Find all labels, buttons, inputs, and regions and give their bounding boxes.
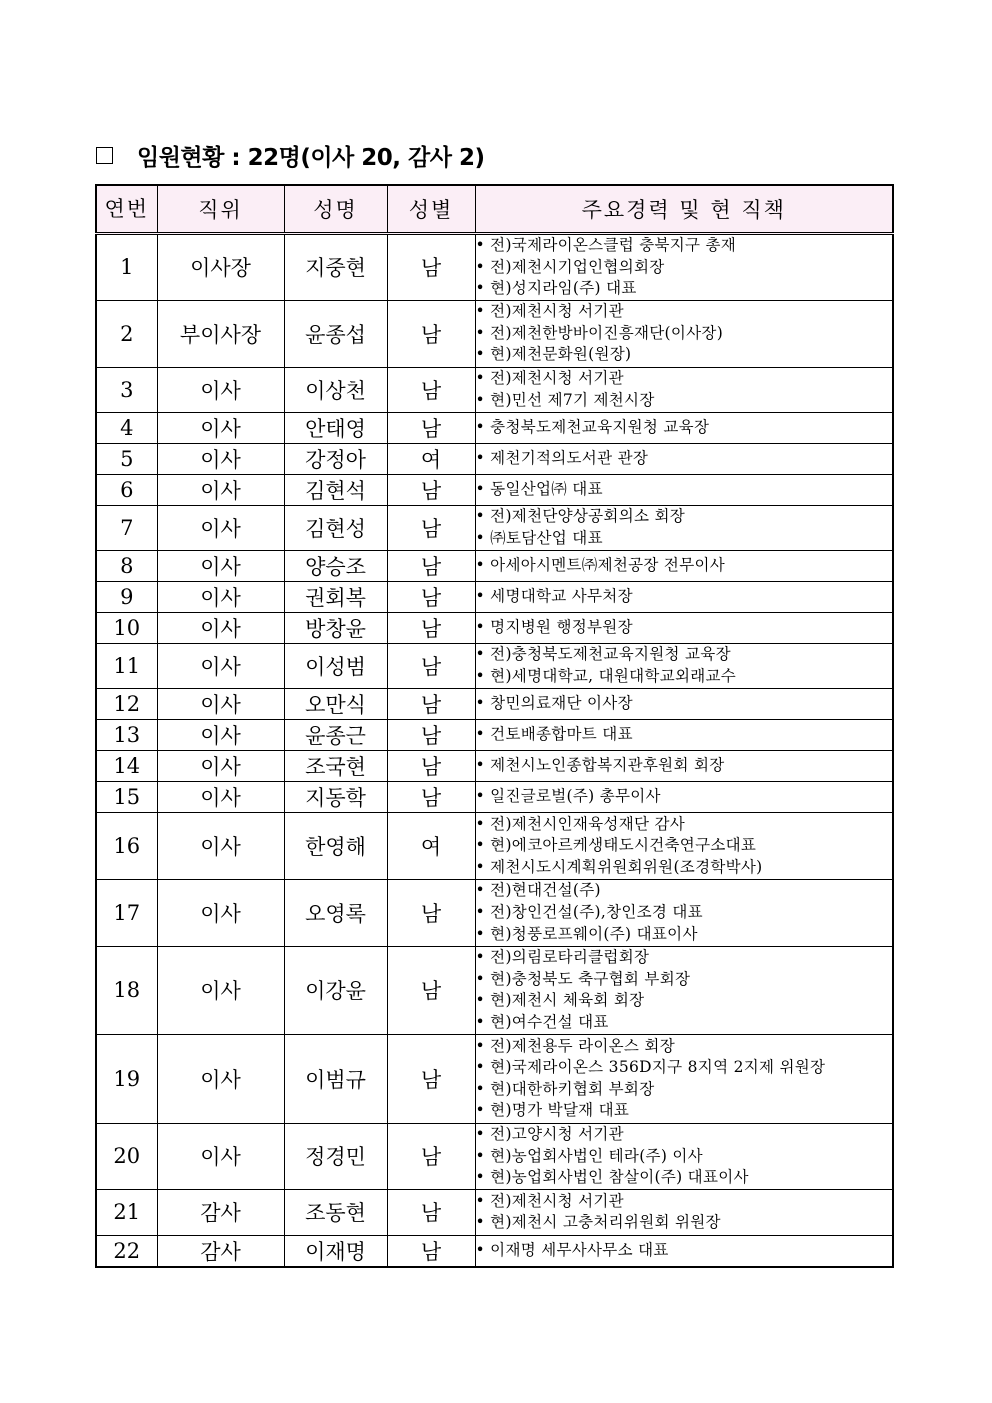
career-item: • 전)충청북도제천교육지원청 교육장: [476, 644, 893, 666]
row-gender: 남: [387, 1035, 475, 1123]
row-position: 이사: [157, 751, 284, 782]
career-item: • 전)창인건설(주),창인조경 대표: [476, 902, 893, 924]
table-row: [96, 751, 893, 782]
row-no: 6: [96, 474, 157, 505]
row-career: [475, 1035, 893, 1123]
row-no: 1: [96, 234, 157, 301]
row-career: [475, 300, 893, 367]
row-career: [475, 1190, 893, 1235]
row-no: 11: [96, 643, 157, 688]
row-name: 이강윤: [284, 946, 387, 1034]
row-name: 김현석: [284, 474, 387, 505]
row-no: 16: [96, 813, 157, 880]
career-item: • 전)제천한방바이진흥재단(이사장): [476, 323, 893, 345]
row-no: 18: [96, 946, 157, 1034]
row-position: 이사: [157, 443, 284, 474]
career-item: • 현)에코아르케생태도시건축연구소대표: [476, 835, 893, 857]
checkbox-square-icon: [96, 147, 113, 164]
table-row: [96, 879, 893, 946]
row-name: 윤종섭: [284, 300, 387, 367]
row-gender: 남: [387, 367, 475, 412]
row-gender: 남: [387, 1235, 475, 1267]
career-item: • 제천기적의도서관 관장: [476, 448, 893, 470]
row-career: [475, 612, 893, 643]
row-position: 이사: [157, 505, 284, 550]
row-position: 감사: [157, 1190, 284, 1235]
page-title: [96, 138, 484, 172]
career-item: • 제천시노인종합복지관후원회 회장: [476, 755, 893, 777]
career-item: • 전)제천시청 서기관: [476, 1191, 893, 1213]
row-career: [475, 474, 893, 505]
header-career: 주요경력 및 현 직책: [475, 185, 893, 234]
row-career: [475, 946, 893, 1034]
table-row: [96, 813, 893, 880]
header-position: 직위: [157, 185, 284, 234]
table-row: [96, 689, 893, 720]
row-career: [475, 412, 893, 443]
row-gender: 여: [387, 813, 475, 880]
header-gender: 성별: [387, 185, 475, 234]
row-name: 이상천: [284, 367, 387, 412]
row-gender: 남: [387, 1190, 475, 1235]
career-item: • 전)제천시인재육성재단 감사: [476, 814, 893, 836]
officers-table: [95, 184, 894, 1268]
table-row: [96, 612, 893, 643]
table-row: [96, 720, 893, 751]
row-gender: 남: [387, 1123, 475, 1190]
row-gender: 남: [387, 300, 475, 367]
row-position: 이사: [157, 474, 284, 505]
header-no: 연번: [96, 185, 157, 234]
table-row: [96, 550, 893, 581]
row-gender: 남: [387, 689, 475, 720]
row-gender: 남: [387, 234, 475, 301]
table-row: [96, 234, 893, 301]
row-position: 이사: [157, 879, 284, 946]
row-position: 이사: [157, 813, 284, 880]
career-item: • 전)제천시청 서기관: [476, 368, 893, 390]
row-career: [475, 581, 893, 612]
row-position: 이사: [157, 782, 284, 813]
row-gender: 남: [387, 412, 475, 443]
row-name: 김현성: [284, 505, 387, 550]
row-no: 4: [96, 412, 157, 443]
row-no: 12: [96, 689, 157, 720]
row-career: [475, 751, 893, 782]
row-career: [475, 813, 893, 880]
career-item: • 세명대학교 사무처장: [476, 586, 893, 608]
row-career: [475, 720, 893, 751]
table-row: [96, 1235, 893, 1267]
row-gender: 남: [387, 505, 475, 550]
row-position: 이사: [157, 412, 284, 443]
career-item: • 전)제천용두 라이온스 회장: [476, 1036, 893, 1058]
row-name: 조국현: [284, 751, 387, 782]
row-name: 이범규: [284, 1035, 387, 1123]
career-item: • 동일산업㈜ 대표: [476, 479, 893, 501]
row-career: [475, 643, 893, 688]
row-position: 이사장: [157, 234, 284, 301]
row-name: 오영록: [284, 879, 387, 946]
career-item: • 현)제천시 체육회 회장: [476, 990, 893, 1012]
row-no: 3: [96, 367, 157, 412]
title-breakdown: (이사 20, 감사 2): [300, 144, 485, 171]
career-item: • 현)농업회사법인 테라(주) 이사: [476, 1146, 893, 1168]
row-gender: 남: [387, 474, 475, 505]
row-no: 9: [96, 581, 157, 612]
table-row: [96, 946, 893, 1034]
career-item: • 창민의료재단 이사장: [476, 693, 893, 715]
table-row: [96, 443, 893, 474]
row-position: 이사: [157, 367, 284, 412]
table-row: [96, 1123, 893, 1190]
row-career: [475, 367, 893, 412]
table-body: [96, 234, 893, 1267]
row-name: 강정아: [284, 443, 387, 474]
row-name: 한영해: [284, 813, 387, 880]
row-gender: 남: [387, 550, 475, 581]
row-gender: 남: [387, 581, 475, 612]
row-no: 20: [96, 1123, 157, 1190]
row-name: 오만식: [284, 689, 387, 720]
row-position: 이사: [157, 1123, 284, 1190]
row-no: 19: [96, 1035, 157, 1123]
career-item: • 현)청풍로프웨이(주) 대표이사: [476, 924, 893, 946]
row-name: 지중현: [284, 234, 387, 301]
table-row: [96, 505, 893, 550]
row-position: 이사: [157, 689, 284, 720]
row-no: 5: [96, 443, 157, 474]
row-career: [475, 234, 893, 301]
table-row: [96, 300, 893, 367]
career-item: • 현)민선 제7기 제천시장: [476, 390, 893, 412]
row-name: 윤종근: [284, 720, 387, 751]
table-row: [96, 643, 893, 688]
career-item: • 현)대한하키협회 부회장: [476, 1079, 893, 1101]
row-position: 이사: [157, 550, 284, 581]
career-item: • 현)성지라임(주) 대표: [476, 278, 893, 300]
row-career: [475, 782, 893, 813]
row-gender: 남: [387, 751, 475, 782]
table-row: [96, 1190, 893, 1235]
row-name: 지동학: [284, 782, 387, 813]
table-row: [96, 474, 893, 505]
career-item: • ㈜토담산업 대표: [476, 528, 893, 550]
table-row: [96, 412, 893, 443]
row-position: 부이사장: [157, 300, 284, 367]
row-no: 7: [96, 505, 157, 550]
row-career: [475, 1123, 893, 1190]
table-row: [96, 367, 893, 412]
row-career: [475, 443, 893, 474]
career-item: • 현)국제라이온스 356D지구 8지역 2지제 위원장: [476, 1057, 893, 1079]
career-item: • 현)명가 박달재 대표: [476, 1100, 893, 1122]
row-no: 8: [96, 550, 157, 581]
row-gender: 남: [387, 879, 475, 946]
row-position: 이사: [157, 1035, 284, 1123]
row-no: 22: [96, 1235, 157, 1267]
row-career: [475, 505, 893, 550]
table-header-row: [96, 185, 893, 234]
career-item: • 전)고양시청 서기관: [476, 1124, 893, 1146]
career-item: • 현)여수건설 대표: [476, 1012, 893, 1034]
career-item: • 전)국제라이온스클럽 충북지구 총재: [476, 235, 893, 257]
row-gender: 남: [387, 643, 475, 688]
career-item: • 일진글로벌(주) 총무이사: [476, 786, 893, 808]
career-item: • 현)세명대학교, 대원대학교외래교수: [476, 666, 893, 688]
row-career: [475, 550, 893, 581]
row-no: 21: [96, 1190, 157, 1235]
row-name: 조동현: [284, 1190, 387, 1235]
career-item: • 전)제천시기업인협의회장: [476, 257, 893, 279]
row-position: 이사: [157, 581, 284, 612]
row-no: 17: [96, 879, 157, 946]
row-position: 이사: [157, 643, 284, 688]
career-item: • 현)제천시 고충처리위원회 위원장: [476, 1212, 893, 1234]
row-position: 이사: [157, 946, 284, 1034]
title-count: 임원현황 : 22명: [137, 144, 301, 171]
row-position: 이사: [157, 612, 284, 643]
row-no: 10: [96, 612, 157, 643]
row-no: 13: [96, 720, 157, 751]
career-item: • 전)제천시청 서기관: [476, 301, 893, 323]
row-gender: 여: [387, 443, 475, 474]
career-item: • 아세아시멘트㈜제천공장 전무이사: [476, 555, 893, 577]
table-row: [96, 782, 893, 813]
row-no: 15: [96, 782, 157, 813]
career-item: • 전)현대건설(주): [476, 880, 893, 902]
row-career: [475, 689, 893, 720]
row-career: [475, 879, 893, 946]
row-no: 14: [96, 751, 157, 782]
career-item: • 현)농업회사법인 참살이(주) 대표이사: [476, 1167, 893, 1189]
career-item: • 전)의림로타리클럽회장: [476, 947, 893, 969]
career-item: • 이재명 세무사사무소 대표: [476, 1240, 893, 1262]
table-row: [96, 581, 893, 612]
row-name: 권회복: [284, 581, 387, 612]
row-gender: 남: [387, 782, 475, 813]
table-row: [96, 1035, 893, 1123]
career-item: • 현)제천문화원(원장): [476, 344, 893, 366]
row-position: 감사: [157, 1235, 284, 1267]
row-gender: 남: [387, 720, 475, 751]
career-item: • 현)충청북도 축구협회 부회장: [476, 969, 893, 991]
row-gender: 남: [387, 612, 475, 643]
career-item: • 충청북도제천교육지원청 교육장: [476, 417, 893, 439]
row-name: 양승조: [284, 550, 387, 581]
row-career: [475, 1235, 893, 1267]
career-item: • 명지병원 행정부원장: [476, 617, 893, 639]
row-gender: 남: [387, 946, 475, 1034]
row-no: 2: [96, 300, 157, 367]
header-name: 성명: [284, 185, 387, 234]
career-item: • 건토배종합마트 대표: [476, 724, 893, 746]
row-name: 안태영: [284, 412, 387, 443]
career-item: • 전)제천단양상공회의소 회장: [476, 506, 893, 528]
row-position: 이사: [157, 720, 284, 751]
row-name: 방창윤: [284, 612, 387, 643]
row-name: 이재명: [284, 1235, 387, 1267]
career-item: • 제천시도시계획위원회위원(조경학박사): [476, 857, 893, 879]
row-name: 정경민: [284, 1123, 387, 1190]
row-name: 이성범: [284, 643, 387, 688]
